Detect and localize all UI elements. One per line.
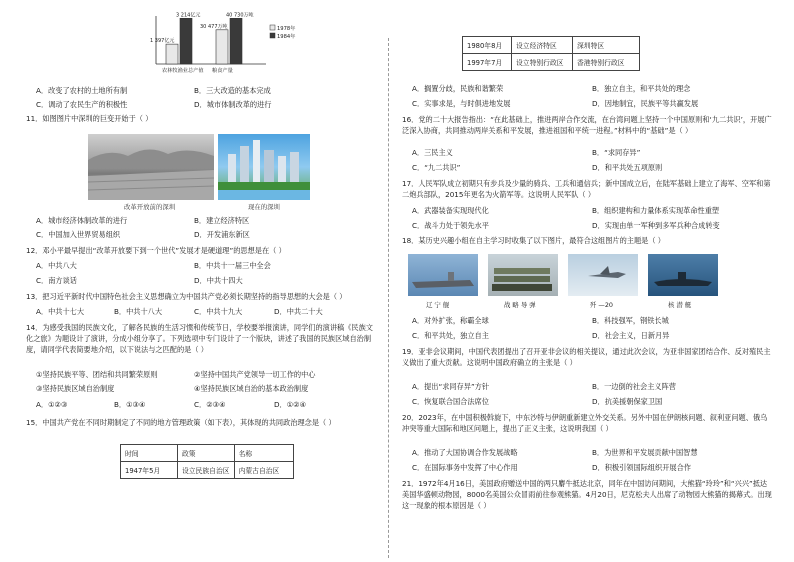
x-tick-label: 粮食产量 (212, 68, 233, 74)
q19-stem: 19．亚非会议期间，中国代表团提出了召开亚非会议的相关提议，通过此次会议，为亚非国家团结合作、反对殖民主义做出了重大贡献。这说明中国政府确立的主张是（ ） (402, 347, 771, 367)
q18-stem: 18．某历史兴趣小组在自主学习时收集了以下图片，最符合这组图片的主题是（ ） (402, 236, 665, 245)
q15-option-b[interactable]: B．独立自主，和平共处的理念 (592, 84, 691, 93)
legend-label: 1978年 (277, 26, 296, 32)
submarine-caption: 核 潜 艇 (668, 301, 692, 309)
q12-stem: 12．邓小平最早提出“改革开放要下到一个世代”发展才是硬道理”的思想是在（ ） (26, 246, 286, 255)
bar-data-label: 3 214亿元 (176, 12, 201, 19)
q19-option-b[interactable]: B．一边倒的社会主义阵营 (592, 382, 676, 391)
q19-option-d[interactable]: D．抗美援朝保家卫国 (592, 397, 663, 406)
legend-swatch (270, 25, 275, 30)
q10-option-a[interactable]: A．改变了农村的土地所有制 (36, 86, 128, 95)
q17-option-a[interactable]: A．武器装备实现现代化 (412, 206, 489, 215)
q17-stem: 17．人民军队成立初期只有步兵及少量的骑兵、工兵和通信兵；新中国成立后，在陆军基础上建立了海军、空军和第二炮兵部队，2015年更名为火箭军等。这说明人民军队（ ） (402, 179, 771, 199)
q12-option-a[interactable]: A．中共八大 (36, 261, 77, 270)
q11-option-d[interactable]: D．开发浦东新区 (194, 230, 250, 239)
carrier-caption: 辽 宁 舰 (426, 301, 450, 309)
q18-option-b[interactable]: B．科技强军，钢铁长城 (592, 316, 669, 325)
table-cell: 深圳特区 (573, 37, 640, 54)
q15-table (120, 444, 294, 479)
old-shenzhen-photo (88, 134, 214, 200)
bar-data-label: 30 477万吨 (200, 23, 228, 30)
table-cell: 香港特别行政区 (573, 54, 640, 71)
table-row (121, 445, 294, 462)
q15-stem: 15．中国共产党在不同时期制定了不同的地方管理政策（如下表），其体现的共同政治理念是（ ） (26, 418, 336, 427)
old-shenzhen-caption: 改革开放前的深圳 (124, 203, 176, 211)
q14-item-2: ②坚持中国共产党领导一切工作的中心 (194, 370, 316, 379)
new-shenzhen-caption: 现在的深圳 (248, 203, 280, 211)
table-cell: 1980年8月 (463, 37, 512, 54)
q20-option-d[interactable]: D．积极引领国际组织开展合作 (592, 463, 691, 472)
q11-option-a[interactable]: A．城市经济体制改革的进行 (36, 216, 128, 225)
q11-stem: 11．如图图片中深圳的巨变开始于（ ） (26, 114, 153, 123)
table-header-time: 时间 (121, 445, 178, 462)
q13-option-b[interactable]: B．中共十八大 (114, 307, 163, 316)
nuclear-submarine-photo (648, 254, 718, 296)
bar-0-0 (166, 44, 178, 64)
table-row (463, 37, 640, 54)
q18-option-c[interactable]: C．和平共处，独立自主 (412, 331, 489, 340)
q16-option-d[interactable]: D．和平共处五项原则 (592, 163, 663, 172)
q15-option-d[interactable]: D．因地制宜，民族平等共赢发展 (592, 99, 699, 108)
q18-option-a[interactable]: A．对外扩张，称霸全球 (412, 316, 489, 325)
table-cell: 1997年7月 (463, 54, 512, 71)
q13-option-d[interactable]: D．中共二十大 (274, 307, 323, 316)
j20-fighter-photo (568, 254, 638, 296)
q17-option-d[interactable]: D．实现由单一军种到多军兵种合成转变 (592, 221, 720, 230)
bar-data-label: 40 730万吨 (226, 12, 254, 19)
bar-1-1 (230, 18, 242, 64)
table-row (121, 462, 294, 479)
modern-shenzhen-photo (218, 134, 310, 200)
q14-option-d[interactable]: D．①②④ (274, 400, 307, 409)
bar-1-0 (216, 30, 228, 64)
q14-stem: 14．为感受我国的民族文化，了解各民族的生活习惯和传统节日，学校要举报演讲，同学们的演讲稿《民族文化之旅》为题设计了演讲，分成小组分享了。下列选项中专门设计了一个版块，讲述了我国的民族区域自治制度，请同学代表简要地介绍，以下说法与之匹配的是（ ） (26, 323, 373, 354)
q10-option-b[interactable]: B．三大改造的基本完成 (194, 86, 271, 95)
q11-option-c[interactable]: C．中国加入世界贸易组织 (36, 230, 121, 239)
q12-option-d[interactable]: D．中共十四大 (194, 276, 243, 285)
table-cell: 设立民族自治区 (178, 462, 235, 479)
q13-option-c[interactable]: C．中共十九大 (194, 307, 243, 316)
q14-option-b[interactable]: B．①③④ (114, 400, 146, 409)
q15-option-a[interactable]: A．搁置分歧，民族和谐繁荣 (412, 84, 504, 93)
q21-stem: 21．1972年4月16日，美国政府赠送中国的两只麝牛抵达北京，同年在中国访问期间，大熊猫“玲玲”和“兴兴”抵达美国华盛顿动物园，8000名美国公众冒雨前往参观熊猫。4月20日，尼克松夫人出席了动物园大熊猫的揭幕式。出现这一现象的根本原因是（ ） (402, 479, 772, 510)
aircraft-carrier-photo (408, 254, 478, 296)
q16-stem: 16．党的二十大报告指出：“在此基础上，推进两岸合作交流，在台湾问题上坚持一个中国原则和‘九二共识’，开展广泛深入协商，共同推动两岸关系和平发展，推进祖国和平统一进程。”材料中的“基础”是（ ） (402, 115, 772, 135)
table-cell: 内蒙古自治区 (234, 462, 293, 479)
table-cell: 设立特别行政区 (512, 54, 573, 71)
q12-option-b[interactable]: B．中共十一届三中全会 (194, 261, 271, 270)
q16-option-c[interactable]: C．“九二共识” (412, 163, 461, 172)
q11-option-b[interactable]: B．建立经济特区 (194, 216, 250, 225)
q20-option-c[interactable]: C．在国际事务中发挥了中心作用 (412, 463, 518, 472)
q12-option-c[interactable]: C．南方谈话 (36, 276, 77, 285)
table-header-policy: 政策 (178, 445, 235, 462)
q17-option-b[interactable]: B．组织建构和力量体系实现革命性重塑 (592, 206, 720, 215)
q14-option-c[interactable]: C．②③④ (194, 400, 226, 409)
q14-item-3: ③坚持民族区域自治制度 (36, 384, 115, 393)
q16-option-b[interactable]: B．“求同存异” (592, 148, 641, 157)
q20-option-a[interactable]: A．推动了大国协调合作发展战略 (412, 448, 518, 457)
q13-stem: 13．把习近平新时代中国特色社会主义思想确立为中国共产党必须长期坚持的指导思想的大会是（ ） (26, 292, 347, 301)
legend-label: 1984年 (277, 34, 296, 40)
q10-option-c[interactable]: C．调动了农民生产的积极性 (36, 100, 128, 109)
q19-option-a[interactable]: A．提出“求同存异”方针 (412, 382, 490, 391)
left-column (26, 12, 378, 560)
q14-option-a[interactable]: A．①②③ (36, 400, 68, 409)
missile-caption: 战 略 导 弹 (504, 301, 536, 309)
q14-item-4: ④坚持民族区域自治的基本政治制度 (194, 384, 309, 393)
table-row (463, 54, 640, 71)
q15-option-c[interactable]: C．实事求是，与时俱进地发展 (412, 99, 511, 108)
x-tick-label: 农林牧渔业总产值 (162, 68, 204, 74)
column-divider (388, 38, 389, 558)
table-header-name: 名称 (234, 445, 293, 462)
agriculture-bar-chart (142, 4, 302, 76)
q14-item-1: ①坚持民族平等、团结和共同繁荣原则 (36, 370, 158, 379)
fighter-caption: 歼 —20 (590, 301, 613, 309)
q20-stem: 20．2023年，在中国积极斡旋下，中东沙特与伊朗重新建立外交关系。另外中国在伊朗核问题、叙利亚问题、俄乌冲突等重大国际和地区问题上，提出了正义主张，这说明我国（ ） (402, 413, 768, 433)
table-cell: 设立经济特区 (512, 37, 573, 54)
q17-option-c[interactable]: C．战斗力处于领先水平 (412, 221, 489, 230)
bar-data-label: 1 397亿元 (150, 38, 175, 45)
q13-option-a[interactable]: A．中共十七大 (36, 307, 85, 316)
q20-option-b[interactable]: B．为世界和平发展贡献中国智慧 (592, 448, 698, 457)
q19-option-c[interactable]: C．恢复联合国合法席位 (412, 397, 489, 406)
bar-0-1 (180, 18, 192, 64)
q16-option-a[interactable]: A．三民主义 (412, 148, 453, 157)
legend-swatch (270, 33, 275, 38)
q18-option-d[interactable]: D．社会主义，日新月异 (592, 331, 670, 340)
strategic-missile-photo (488, 254, 558, 296)
right-column (402, 36, 774, 556)
q10-option-d[interactable]: D．城市体制改革的进行 (194, 100, 272, 109)
q15-table-continued (462, 36, 640, 71)
table-cell: 1947年5月 (121, 462, 178, 479)
